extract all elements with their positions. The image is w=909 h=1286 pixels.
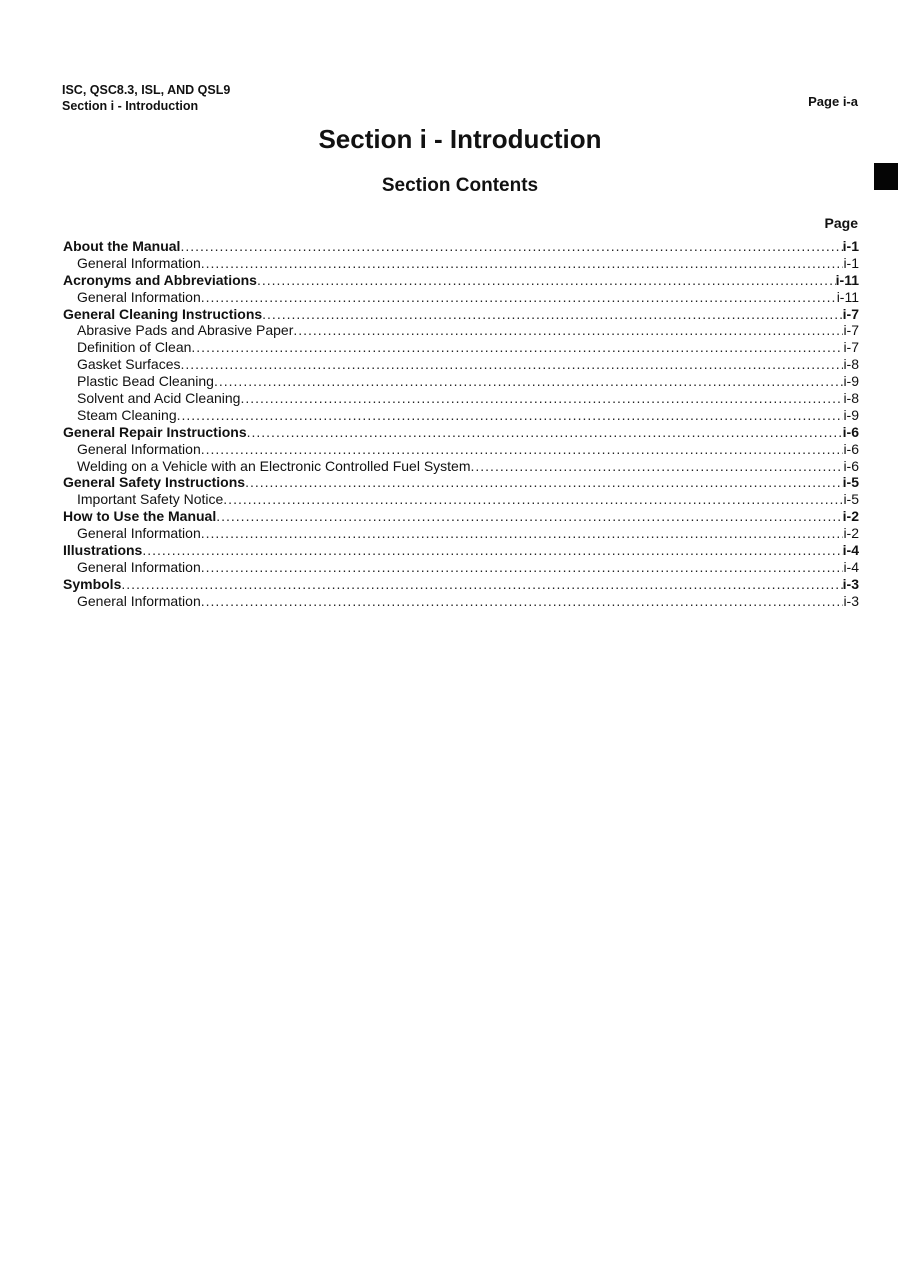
dot-leader — [201, 525, 844, 541]
toc-entry[interactable] — [63, 289, 859, 306]
toc-entry[interactable] — [63, 306, 859, 323]
toc-entry-page: i-5 — [843, 491, 859, 508]
dot-leader — [245, 474, 843, 490]
dot-leader — [177, 407, 844, 423]
dot-leader — [180, 238, 842, 254]
toc-entry-label: About the Manual — [63, 238, 181, 254]
toc-entry-label: Symbols — [63, 575, 122, 592]
toc-entry-label: General Repair Instructions — [63, 423, 247, 440]
toc-entry-page: i-11 — [836, 288, 859, 305]
toc-entry-page: i-11 — [835, 271, 859, 288]
toc-entry[interactable] — [63, 508, 859, 525]
toc-entry[interactable] — [63, 407, 859, 424]
dot-leader — [247, 424, 843, 440]
toc-entry-page: i-8 — [843, 356, 859, 373]
toc-entry-page: i-2 — [843, 525, 859, 542]
dot-leader — [201, 255, 844, 271]
toc-entry-page: i-8 — [843, 390, 859, 407]
toc-entry-page: i-1 — [843, 254, 859, 271]
page-number: Page i-a — [808, 94, 858, 109]
dot-leader — [191, 339, 843, 355]
dot-leader — [181, 356, 844, 372]
toc-entry-page: i-7 — [843, 339, 859, 356]
dot-leader — [471, 458, 844, 474]
toc-entry-label: Illustrations — [63, 542, 143, 559]
toc-entry[interactable] — [63, 424, 859, 441]
toc-entry-label: Abrasive Pads and Abrasive Paper — [77, 322, 294, 339]
manual-title: ISC, QSC8.3, ISL, AND QSL9 — [62, 83, 231, 97]
toc-entry[interactable] — [63, 576, 859, 593]
toc-entry-label: Solvent and Acid Cleaning — [77, 390, 241, 407]
toc-entry[interactable] — [63, 255, 859, 272]
toc-entry[interactable] — [63, 593, 859, 610]
toc-entry[interactable] — [63, 559, 859, 576]
toc-entry-label: Important Safety Notice — [77, 491, 224, 508]
toc-entry[interactable] — [63, 238, 859, 255]
toc-entry-label: Steam Cleaning — [77, 406, 177, 423]
toc-entry-label: General Information — [77, 254, 201, 271]
toc-entry-page: i-7 — [842, 305, 859, 322]
toc-entry[interactable] — [63, 390, 859, 407]
toc-entry-label: How to Use the Manual — [63, 508, 217, 525]
page-title: Section i - Introduction — [318, 124, 602, 154]
toc-entry[interactable] — [63, 542, 859, 559]
toc-entry-label: Definition of Clean — [77, 339, 192, 356]
toc-entry-page: i-6 — [842, 423, 859, 440]
page-column-header: Page — [824, 215, 858, 231]
dot-leader — [216, 508, 842, 524]
toc-entry[interactable] — [63, 339, 859, 356]
section-name: Section i - Introduction — [62, 99, 199, 113]
toc-entry-page: i-6 — [843, 457, 859, 474]
toc-entry-page: i-4 — [842, 542, 859, 559]
toc-entry[interactable] — [63, 441, 859, 458]
toc-entry-page: i-7 — [843, 322, 859, 339]
toc-entry-page: i-2 — [842, 508, 859, 525]
toc-entry[interactable] — [63, 272, 859, 289]
toc-entry-page: i-9 — [843, 373, 859, 390]
toc-entry[interactable] — [63, 491, 859, 508]
toc-entry[interactable] — [63, 458, 859, 475]
dot-leader — [240, 390, 843, 406]
toc-entry-label: General Cleaning Instructions — [63, 305, 263, 322]
toc-entry-page: i-5 — [842, 474, 859, 491]
toc-entry-label: General Information — [77, 440, 201, 457]
page-subtitle: Section Contents — [381, 175, 539, 196]
toc-entry[interactable] — [63, 525, 859, 542]
toc-entry-label: General Information — [77, 558, 201, 575]
toc-entry-page: i-6 — [843, 440, 859, 457]
toc-entry-label: Welding on a Vehicle with an Electronic Controlled Fuel System — [77, 457, 471, 474]
toc-entry[interactable] — [63, 373, 859, 390]
toc-entry-page: i-3 — [842, 575, 859, 592]
toc-entry[interactable] — [63, 356, 859, 373]
dot-leader — [257, 272, 836, 288]
table-of-contents — [63, 238, 859, 610]
dot-leader — [262, 306, 843, 322]
toc-entry-page: i-1 — [842, 238, 859, 254]
toc-entry-page: i-4 — [843, 558, 859, 575]
dot-leader — [223, 491, 843, 507]
dot-leader — [201, 593, 844, 609]
toc-entry[interactable] — [63, 474, 859, 491]
dot-leader — [201, 559, 844, 575]
dot-leader — [201, 441, 844, 457]
dot-leader — [293, 322, 843, 338]
toc-entry-label: Plastic Bead Cleaning — [77, 373, 214, 390]
running-header — [62, 82, 230, 114]
toc-entry-label: General Information — [77, 288, 201, 305]
dot-leader — [214, 373, 843, 389]
dot-leader — [142, 542, 842, 558]
toc-entry-label: General Information — [77, 525, 201, 542]
dot-leader — [201, 289, 837, 305]
toc-entry-label: General Information — [77, 592, 201, 609]
dot-leader — [121, 576, 842, 592]
toc-entry[interactable] — [63, 322, 859, 339]
toc-entry-page: i-3 — [843, 592, 859, 609]
toc-entry-page: i-9 — [843, 406, 859, 423]
toc-entry-label: Gasket Surfaces — [77, 356, 181, 373]
toc-entry-label: General Safety Instructions — [63, 474, 246, 491]
toc-entry-label: Acronyms and Abbreviations — [63, 271, 257, 288]
